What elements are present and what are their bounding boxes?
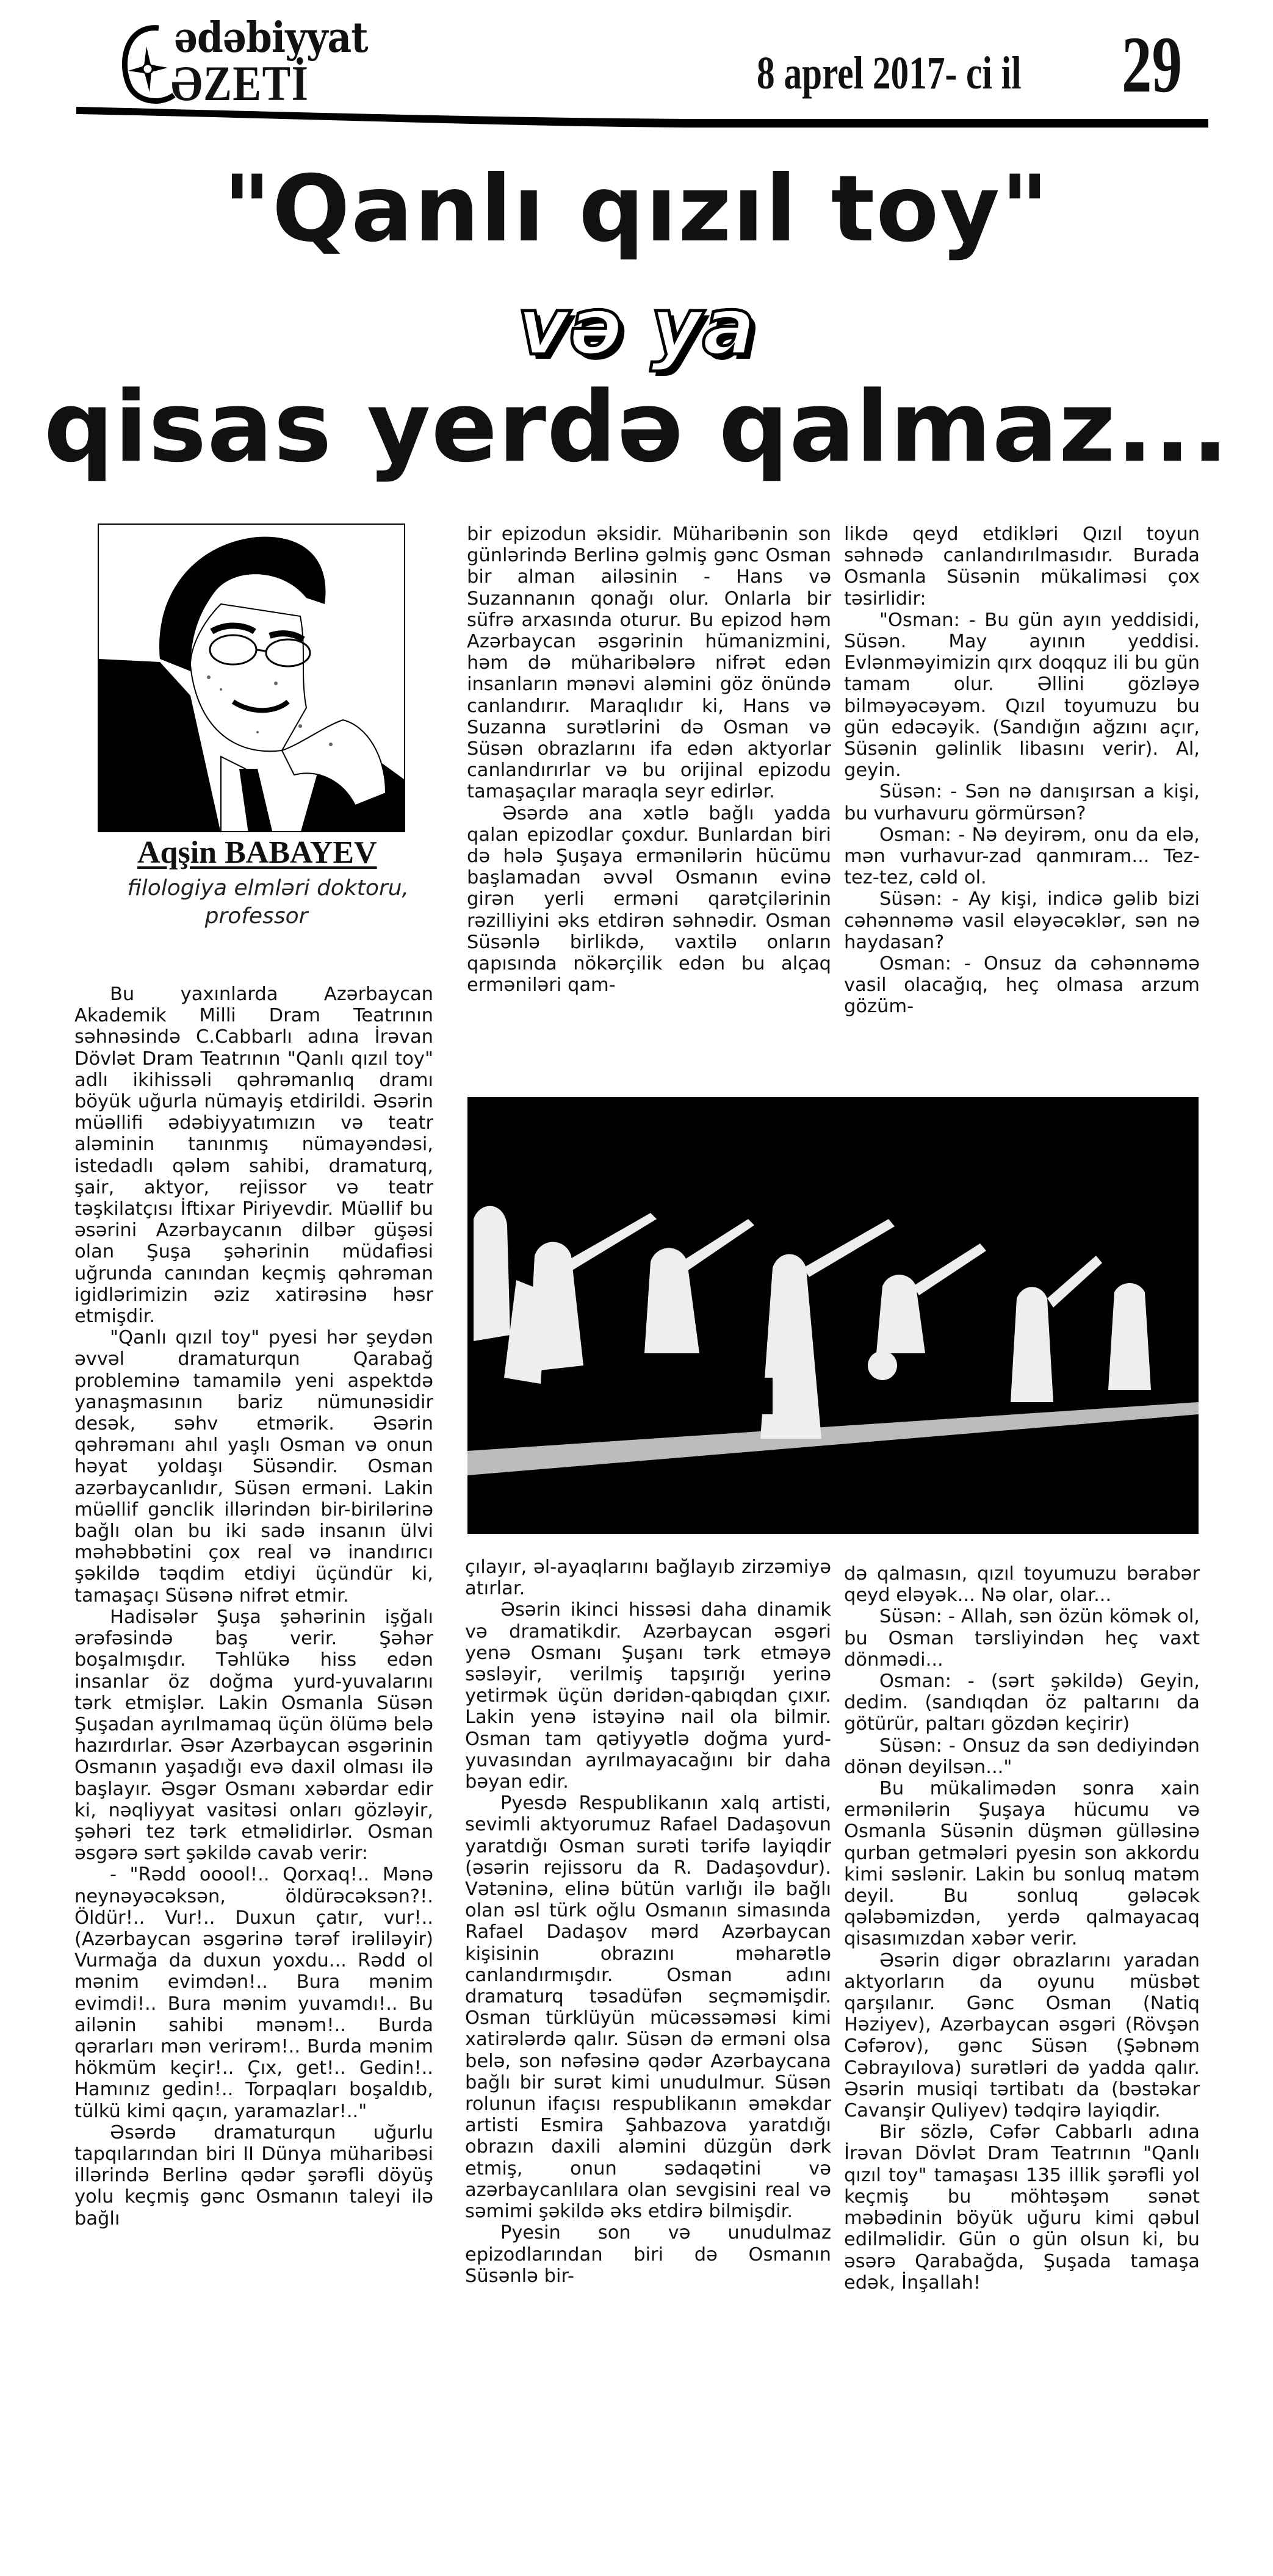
- paragraph: də qalmasın, qızıl toyumuzu bərabər qeyd eləyək... Nə olar, olar...: [844, 1563, 1200, 1606]
- author-portrait-image: [99, 525, 405, 832]
- paragraph: Əsərdə ana xətlə bağlı yadda qalan epizodlar çoxdur. Bunlardan biri də hələ Şuşaya ermənilərin hücümu başlamadan əvvəl Osmanın evinə girən yerli erməni qarətçilərinin rəzilliyini əks etdirən səhnədir. Osman Süsənlə birlikdə, vaxtilə onların qapısında nökərçilik edən bu alçaq erməniləri qam-: [467, 802, 831, 996]
- article-column-middle-top: [467, 523, 831, 996]
- paragraph: Pyesdə Respublikanın xalq artisti, sevimli aktyorumuz Rafael Dadaşovun yaratdığı Osman surəti tərifə layiqdir (əsərin rejissoru da R. Dadaşovdur). Vətəninə, elinə bütün varlığı ilə bağlı olan əsl türk oğlu Osmanın simasında Rafael Dadaşov mərd Azərbaycan kişisinin obrazını məharətlə canlandırmışdır. Osman adını dramaturq təsadüfən seçməmişdir. Osman türklüyün mücəssəməsi kimi xatirələrdə qalır. Süsən də erməni olsa belə, son nəfəsinə qədər Azərbaycana bağlı bir surət kimi unudulmur. Süsən rolunun ifaçısı respublikanın əməkdar artisti Esmira Şahbazova yaratdığı obrazın daxili aləmini düzgün dərk etmiş, onun sədaqətini və azərbaycanlılara olan sevgisini real və səmimi şəkildə əks etdirə bilmişdir.: [465, 1793, 831, 2223]
- article-column-left: [74, 984, 433, 2229]
- newspaper-logo: [110, 13, 397, 111]
- logo-text-bottom: ƏZETİ: [171, 56, 309, 111]
- paragraph: Pyesin son və unudulmaz epizodlarından biri də Osmanın Süsənlə bir-: [465, 2222, 831, 2287]
- paragraph: çılayır, əl-ayaqlarını bağlayıb zirzəmiyə atırlar.: [465, 1556, 831, 1600]
- paragraph: "Qanlı qızıl toy" pyesi hər şeydən əvvəl dramaturqun Qarabağ probleminə tamamilə yeni aspektdə yanaşmasının bariz nümunəsidir desək, səhv etmərik. Əsərin qəhrəmanı ahıl yaşlı Osman və onun həyat yoldaşı Süsəndir. Osman azərbaycanlıdır, Süsən erməni. Lakin müəllif gənclik illərindən bir-birilərinə bağlı olan bu iki sadə insanın ülvi məhəbbətini çox real və inandırıcı şəkildə təqdim etdiyi üçündür ki, tamaşaçı Süsənə nifrət etmir.: [74, 1327, 433, 1606]
- header-divider: [76, 107, 1208, 131]
- paragraph: bir epizodun əksidir. Müharibənin son günlərində Berlinə gəlmiş gənc Osman bir alman ailəsinin - Hans və Suzannanın qonağı olur. Onlarla bir süfrə arxasında oturur. Bu epizod həm Azərbaycan əsgərinin hümanizmini, həm də müharibələrə nifrət edən insanların mənəvi aləmini göz önündə canlandırır. Maraqlıdır ki, Hans və Suzanna surətlərini də Osman və Süsən obrazlarını ifa edən aktyorlar canlandırırlar və bu orijinal epizodu tamaşaçılar maraqla seyr edirlər.: [467, 523, 831, 803]
- article-column-right-top: [844, 523, 1200, 1018]
- paragraph: - "Rədd ooool!.. Qorxaq!.. Mənə neynəyəcəksən, öldürəcəksən?!. Öldür!.. Vur!.. Duxun çatır, vur!.. (Azərbaycan əsgərinə tərəf irəliləyir) Vurmağa da duxun yoxdu... Rədd ol mənim evimdən!.. Bura mənim evimdi!.. Bura mənim yuvamdı!.. Bu ailənin sahibi mənəm!.. Burda qərarları mən verirəm!.. Burda mənim hökmüm keçir!.. Çıx, get!.. Gedin!.. Hamınız gedin!.. Torpaqları boşaldıb, tülkü kimi qaçın, yaramazlar!..": [74, 1864, 433, 2122]
- paragraph: Osman: - (sərt şəkildə) Geyin, dedim. (sandıqdan öz paltarını da götürür, paltarı gözdən keçirir): [844, 1671, 1200, 1735]
- paragraph: Süsən: - Ay kişi, indicə gəlib bizi cəhənnəmə vasil eləyəcəklər, sən nə haydasan?: [844, 888, 1200, 953]
- page-number: 29: [1122, 20, 1182, 109]
- paragraph: Osman: - Nə deyirəm, onu da elə, mən vurhavur-zad qanmıram... Tez-tez-tez, cəld ol.: [844, 824, 1200, 889]
- article-column-middle-bottom: [465, 1556, 831, 2287]
- paragraph: Əsərdə dramaturqun uğurlu tapqılarından biri II Dünya müharibəsi illərində Berlinə qədər şərəfli döyüş yolu keçmiş gənc Osmanın taleyi ilə bağlı: [74, 2121, 433, 2229]
- paragraph: Bir sözlə, Cəfər Cabbarlı adına İrəvan Dövlət Dram Teatrının "Qanlı qızıl toy" tamaşası 135 illik şərəfli yol keçmiş bu möhtəşəm sənət məbədinin böyük uğuru kimi qəbul edilməlidir. Gün o gün olsun ki, bu əsərə Qarabağda, Şuşada tamaşa edək, İnşallah!: [844, 2121, 1200, 2294]
- author-name: Aqşin BABAYEV: [137, 835, 377, 870]
- paragraph: "Osman: - Bu gün ayın yeddisidi, Süsən. May ayının yeddisi. Evlənməyimizin qırx doqquz ili bu gün tamam olur. Əllini gözləyə bilməyəcəyəm. Qızıl toyumuzu bu gün edəcəyik. (Sandığın ağzını açır, Süsənin gəlinlik libasını verir). Al, geyin.: [844, 609, 1200, 782]
- paragraph: Əsərin digər obrazlarını yaradan aktyorların da oyunu müsbət qarşılanır. Gənc Osman (Natiq Həziyev), Azərbaycan əsgəri (Rövşən Cəfərov), gənc Süsən (Şəbnəm Cəbrayılova) surətləri də yadda qalır. Əsərin musiqi tərtibatı da (bəstəkar Cavanşir Quliyev) tədqirə layiqdir.: [844, 1949, 1200, 2122]
- paragraph: Hadisələr Şuşa şəhərinin işğalı ərəfəsində baş verir. Şəhər boşalmışdır. Təhlükə hiss edən insanlar öz doğma yurd-yuvalarını tərk etmişlər. Lakin Osmanla Süsən Şuşadan ayrılmamaq üçün ölümə belə hazırdırlar. Əsər Azərbaycan əsgərinin Osmanın yaşadığı evə daxil olması ilə başlayır. Əsgər Osmanı xəbərdar edir ki, nəqliyyat vasitəsi onları gözləyir, şəhəri tez tərk etməlidirlər. Osman əsgərə sərt şəkildə cavab verir:: [74, 1606, 433, 1865]
- author-title-line-2: professor: [204, 904, 308, 929]
- paragraph: Bu yaxınlarda Azərbaycan Akademik Milli Dram Teatrının səhnəsində C.Cabbarlı adına İrəvan Dövlət Dram Teatrının "Qanlı qızıl toy" adlı ikihissəli qəhrəmanlıq dramı böyük uğurla nümayiş etdirildi. Əsərin müəllifi ədəbiyyatımızın və teatr aləminin tanınmış nümayəndəsi, istedadlı qələm sahibi, dramaturq, şair, aktyor, rejissor və teatr təşkilatçısı İftixar Piriyevdir. Müəllif bu əsərini Azərbaycanın dilbər güşəsi olan Şuşa şəhərinin müdafiəsi uğrunda canından keçmiş qəhrəman igidlərimizin əziz xatirəsinə həsr etmişdir.: [74, 984, 433, 1328]
- author-photo: [98, 523, 405, 832]
- article-column-right-bottom: [844, 1563, 1200, 2294]
- paragraph: likdə qeyd etdikləri Qızıl toyun səhnədə canlandırılmasıdır. Burada Osmanla Süsənin mükaliməsi çox təsirlidir:: [844, 523, 1200, 610]
- paragraph: Süsən: - Onsuz da sən dediyindən dönən deyilsən...": [844, 1735, 1200, 1778]
- paragraph: Süsən: - Sən nə danışırsan a kişi, bu vurhavuru görmürsən?: [844, 781, 1200, 824]
- headline-line-2: və ya: [517, 280, 756, 373]
- paragraph: Süsən: - Allah, sən özün kömək ol, bu Osman tərsliyindən heç vaxt dönmədi...: [844, 1606, 1200, 1671]
- paragraph: Osman: - Onsuz da cəhənnəmə vasil olacağıq, heç olmasa arzum gözüm-: [844, 953, 1200, 1018]
- headline-line-3: qisas yerdə qalmaz...: [43, 370, 1230, 484]
- logo-text-top: ədəbiyyat: [174, 13, 368, 62]
- paragraph: Əsərin ikinci hissəsi daha dinamik və dramatikdir. Azərbaycan əsgəri yenə Osmanı Şuşanı tərk etməyə səsləyir, verilmiş tapşırığı yerinə yetirmək üçün dəridən-qabıqdan çıxır. Lakin yenə istəyinə nail ola bilmir. Osman tam qətiyyətlə doğma yurd-yuvasından ayrılmayacağını bir daha bəyan edir.: [465, 1599, 831, 1793]
- stage-photo: [467, 1097, 1199, 1534]
- issue-date: 8 aprel 2017- ci il: [757, 48, 1022, 99]
- headline-line-1: "Qanlı qızıl toy": [223, 156, 1050, 262]
- paragraph: Bu mükalimədən sonra xain ermənilərin Şuşaya hücumu və Osmanla Süsənin düşmən gülləsinə qurban getmələri pyesin son akkordu kimi səslənir. Lakin bu sonluq matəm deyil. Bu sonluq gələcək qələbəmizdən, yerdə qalmayacaq qisasımızdan xəbər verir.: [844, 1778, 1200, 1950]
- author-title-line-1: filologiya elmləri doktoru,: [127, 876, 409, 901]
- stage-performance-image: [467, 1097, 1199, 1534]
